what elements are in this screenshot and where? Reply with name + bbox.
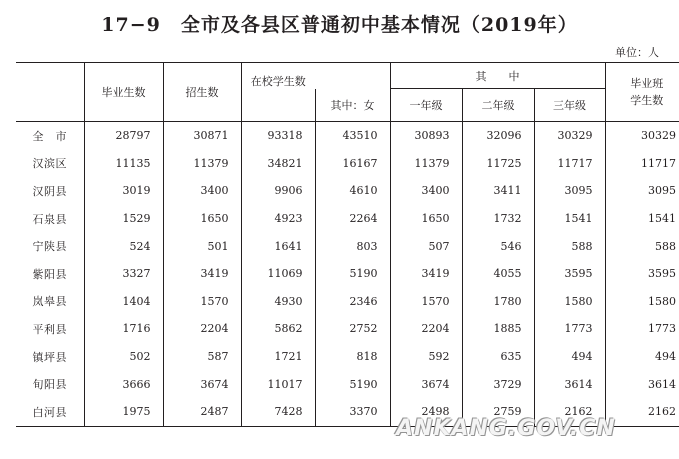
header-region — [16, 63, 84, 122]
region-name: 白河县 — [16, 398, 84, 426]
table-cell: 4930 — [241, 288, 315, 316]
header-enrollment: 招生数 — [163, 63, 241, 122]
table-cell: 4923 — [241, 205, 315, 233]
table-cell: 818 — [315, 343, 390, 371]
header-graduates: 毕业生数 — [84, 63, 163, 122]
table-cell: 16167 — [315, 150, 390, 178]
table-row — [16, 398, 679, 426]
table-cell: 11017 — [241, 370, 315, 398]
table-cell: 587 — [163, 343, 241, 371]
header-among: 其 中 — [390, 63, 605, 89]
statistics-table — [16, 62, 679, 427]
table-cell: 3411 — [462, 177, 534, 205]
table-row — [16, 315, 679, 343]
table-cell: 1732 — [462, 205, 534, 233]
table-cell: 3595 — [605, 260, 679, 288]
table-cell: 30871 — [163, 122, 241, 150]
table-cell: 3370 — [315, 398, 390, 426]
table-cell: 1650 — [390, 205, 462, 233]
table-cell: 1780 — [462, 288, 534, 316]
table-cell: 635 — [462, 343, 534, 371]
table-cell: 1580 — [605, 288, 679, 316]
table-row — [16, 150, 679, 178]
table-cell: 30329 — [534, 122, 605, 150]
table-cell: 501 — [163, 232, 241, 260]
table-cell: 11717 — [534, 150, 605, 178]
table-cell: 2487 — [163, 398, 241, 426]
table-cell: 1773 — [534, 315, 605, 343]
table-cell: 803 — [315, 232, 390, 260]
table-cell: 3095 — [605, 177, 679, 205]
table-cell: 2752 — [315, 315, 390, 343]
table-cell: 28797 — [84, 122, 163, 150]
table-cell: 9906 — [241, 177, 315, 205]
table-cell: 2759 — [462, 398, 534, 426]
header-grade1: 一年级 — [390, 89, 462, 122]
table-cell: 30893 — [390, 122, 462, 150]
region-name: 汉阴县 — [32, 184, 67, 198]
table-cell: 588 — [534, 232, 605, 260]
table-row — [16, 205, 679, 233]
table-cell: 502 — [84, 343, 163, 371]
region-name: 岚皋县 — [32, 295, 67, 309]
region-name: 平利县 — [32, 322, 67, 336]
table-cell: 3729 — [462, 370, 534, 398]
table-cell: 3327 — [84, 260, 163, 288]
table-title: 17−9 全市及各县区普通初中基本情况（2019年） — [101, 14, 578, 36]
table-cell: 2162 — [534, 398, 605, 426]
table-cell: 494 — [534, 343, 605, 371]
table-cell: 1650 — [163, 205, 241, 233]
table-cell: 1570 — [390, 288, 462, 316]
table-cell: 1773 — [605, 315, 679, 343]
table-cell: 93318 — [241, 122, 315, 150]
table-row — [16, 177, 679, 205]
table-cell: 546 — [462, 232, 534, 260]
table-cell: 11379 — [163, 150, 241, 178]
table-row — [16, 260, 679, 288]
region-name: 全 市 — [16, 122, 84, 150]
table-cell: 2162 — [605, 398, 679, 426]
table-cell: 11379 — [390, 150, 462, 178]
region-name: 汉滨区 — [32, 157, 67, 171]
table-cell: 3674 — [390, 370, 462, 398]
table-cell: 1541 — [534, 205, 605, 233]
table-cell: 1721 — [241, 343, 315, 371]
table-cell: 2498 — [390, 398, 462, 426]
table-cell: 5190 — [315, 370, 390, 398]
table-row — [16, 122, 679, 150]
table-cell: 1580 — [534, 288, 605, 316]
table-cell: 3674 — [163, 370, 241, 398]
unit-label: 单位：人 — [615, 46, 659, 59]
table-cell: 1404 — [84, 288, 163, 316]
table-cell: 3614 — [534, 370, 605, 398]
table-cell: 5190 — [315, 260, 390, 288]
table-cell: 7428 — [241, 398, 315, 426]
table-cell: 4610 — [315, 177, 390, 205]
table-cell: 2264 — [315, 205, 390, 233]
header-female-spacer — [315, 63, 390, 89]
table-cell: 5862 — [241, 315, 315, 343]
table-cell: 11069 — [241, 260, 315, 288]
table-cell: 592 — [390, 343, 462, 371]
region-name: 紫阳县 — [32, 267, 67, 281]
site-watermark: ANKANG.GOV.CN — [396, 416, 616, 441]
table-cell: 1716 — [84, 315, 163, 343]
table-cell: 34821 — [241, 150, 315, 178]
table-cell: 507 — [390, 232, 462, 260]
header-grade2: 二年级 — [462, 89, 534, 122]
table-cell: 1641 — [241, 232, 315, 260]
table-cell: 4055 — [462, 260, 534, 288]
table-cell: 3400 — [163, 177, 241, 205]
table-cell: 3400 — [390, 177, 462, 205]
table-cell: 2204 — [390, 315, 462, 343]
table-row — [16, 370, 679, 398]
table-row — [16, 232, 679, 260]
region-name: 石泉县 — [32, 212, 67, 226]
header-grade3: 三年级 — [534, 89, 605, 122]
table-cell: 494 — [605, 343, 679, 371]
table-cell: 1541 — [605, 205, 679, 233]
header-students: 在校学生数 — [241, 63, 315, 89]
table-row — [16, 288, 679, 316]
table-row — [16, 343, 679, 371]
table-cell: 11725 — [462, 150, 534, 178]
table-cell: 1975 — [84, 398, 163, 426]
header-female: 其中：女 — [315, 89, 390, 122]
region-name: 旬阳县 — [32, 378, 67, 392]
table-cell: 3666 — [84, 370, 163, 398]
table-cell: 11135 — [84, 150, 163, 178]
table-cell: 3595 — [534, 260, 605, 288]
region-name: 镇坪县 — [32, 350, 67, 364]
table-cell: 2204 — [163, 315, 241, 343]
table-cell: 11717 — [605, 150, 679, 178]
table-cell: 1570 — [163, 288, 241, 316]
table-cell: 2346 — [315, 288, 390, 316]
table-cell: 3419 — [390, 260, 462, 288]
table-cell: 524 — [84, 232, 163, 260]
table-cell: 3095 — [534, 177, 605, 205]
table-cell: 32096 — [462, 122, 534, 150]
table-cell: 3019 — [84, 177, 163, 205]
table-cell: 1885 — [462, 315, 534, 343]
table-cell: 1529 — [84, 205, 163, 233]
table-cell: 3419 — [163, 260, 241, 288]
header-students-spacer — [241, 89, 315, 122]
table-cell: 3614 — [605, 370, 679, 398]
header-grad-class: 毕业班 学生数 — [605, 63, 679, 122]
table-cell: 43510 — [315, 122, 390, 150]
region-name: 宁陕县 — [32, 240, 67, 254]
table-cell: 588 — [605, 232, 679, 260]
table-cell: 30329 — [605, 122, 679, 150]
